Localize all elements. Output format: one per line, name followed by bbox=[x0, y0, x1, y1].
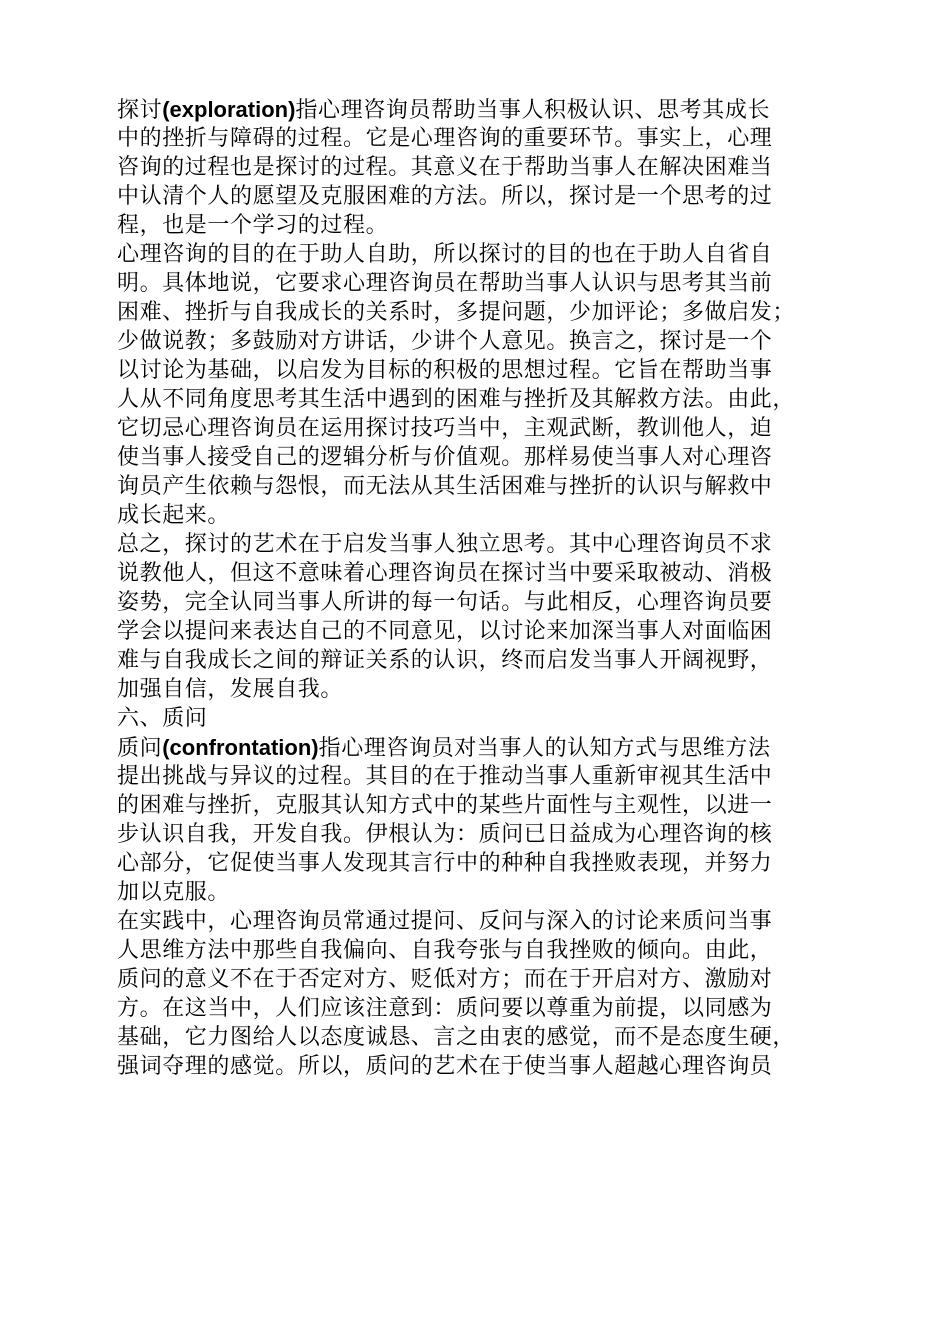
text-line: 质问的意义不在于否定对方、贬低对方；而在于开启对方、激励对 bbox=[117, 967, 773, 992]
section-heading: 六、质问 bbox=[117, 706, 208, 731]
paragraph-exploration-purpose bbox=[117, 240, 829, 530]
text-line: 加以克服。 bbox=[117, 880, 231, 905]
text-line: 困难、挫折与自我成长的关系时，多提问题，少加评论；多做启发； bbox=[117, 300, 796, 325]
text-line: 说教他人，但这不意味着心理咨询员在探讨当中要采取被动、消极 bbox=[117, 561, 773, 586]
document-body bbox=[117, 95, 829, 1081]
paragraph-confrontation-practice bbox=[117, 907, 829, 1081]
text-line: 难与自我成长之间的辩证关系的认识，终而启发当事人开阔视野， bbox=[117, 648, 773, 673]
text-line: 提出挑战与异议的过程。其目的在于推动当事人重新审视其生活中 bbox=[117, 764, 773, 789]
text-line: 少做说教；多鼓励对方讲话，少讲个人意见。换言之，探讨是一个 bbox=[117, 329, 773, 354]
text-line: 在实践中，心理咨询员常通过提问、反问与深入的讨论来质问当事 bbox=[117, 909, 773, 934]
text-line: 程，也是一个学习的过程。 bbox=[117, 213, 389, 238]
text-line: 成长起来。 bbox=[117, 503, 231, 528]
text-line: 探讨(exploration)指心理咨询员帮助当事人积极认识、思考其成长 bbox=[117, 97, 771, 123]
text-line: 步认识自我，开发自我。伊根认为：质问已日益成为心理咨询的核 bbox=[117, 822, 773, 847]
term-exploration: (exploration) bbox=[162, 97, 296, 122]
text-line: 询员产生依赖与怨恨，而无法从其生活困难与挫折的认识与解救中 bbox=[117, 474, 773, 499]
text-line: 它切忌心理咨询员在运用探讨技巧当中，主观武断，教训他人，迫 bbox=[117, 416, 773, 441]
text-line: 加强自信，发展自我。 bbox=[117, 677, 344, 702]
text-line: 人从不同角度思考其生活中遇到的困难与挫折及其解救方法。由此， bbox=[117, 387, 796, 412]
text-line: 心部分，它促使当事人发现其言行中的种种自我挫败表现，并努力 bbox=[117, 851, 773, 876]
text-line: 姿势，完全认同当事人所讲的每一句话。与此相反，心理咨询员要 bbox=[117, 590, 773, 615]
text-line: 中认清个人的愿望及克服困难的方法。所以，探讨是一个思考的过 bbox=[117, 184, 773, 209]
section-heading-confrontation bbox=[117, 704, 829, 733]
term-confrontation: (confrontation) bbox=[162, 735, 319, 760]
paragraph-exploration-art bbox=[117, 530, 829, 704]
text-line: 中的挫折与障碍的过程。它是心理咨询的重要环节。事实上，心理 bbox=[117, 126, 773, 151]
text-line: 质问(confrontation)指心理咨询员对当事人的认知方式与思维方法 bbox=[117, 735, 771, 761]
text-line: 基础，它力图给人以态度诚恳、言之由衷的感觉，而不是态度生硬， bbox=[117, 1025, 796, 1050]
text-line: 人思维方法中那些自我偏向、自我夸张与自我挫败的倾向。由此， bbox=[117, 938, 773, 963]
text-line: 的困难与挫折，克服其认知方式中的某些片面性与主观性，以进一 bbox=[117, 793, 773, 818]
text-line: 以讨论为基础，以启发为目标的积极的思想过程。它旨在帮助当事 bbox=[117, 358, 773, 383]
text-line: 心理咨询的目的在于助人自助，所以探讨的目的也在于助人自省自 bbox=[117, 242, 773, 267]
text-line: 总之，探讨的艺术在于启发当事人独立思考。其中心理咨询员不求 bbox=[117, 532, 773, 557]
text-line: 使当事人接受自己的逻辑分析与价值观。那样易使当事人对心理咨 bbox=[117, 445, 773, 470]
text-line: 咨询的过程也是探讨的过程。其意义在于帮助当事人在解决困难当 bbox=[117, 155, 773, 180]
text-line: 方。在这当中，人们应该注意到：质问要以尊重为前提，以同感为 bbox=[117, 996, 773, 1021]
text-line: 明。具体地说，它要求心理咨询员在帮助当事人认识与思考其当前 bbox=[117, 271, 773, 296]
paragraph-exploration-definition bbox=[117, 95, 829, 240]
text-line: 学会以提问来表达自己的不同意见，以讨论来加深当事人对面临困 bbox=[117, 619, 773, 644]
text-line: 强词夺理的感觉。所以，质问的艺术在于使当事人超越心理咨询员 bbox=[117, 1054, 773, 1079]
paragraph-confrontation-definition bbox=[117, 733, 829, 907]
